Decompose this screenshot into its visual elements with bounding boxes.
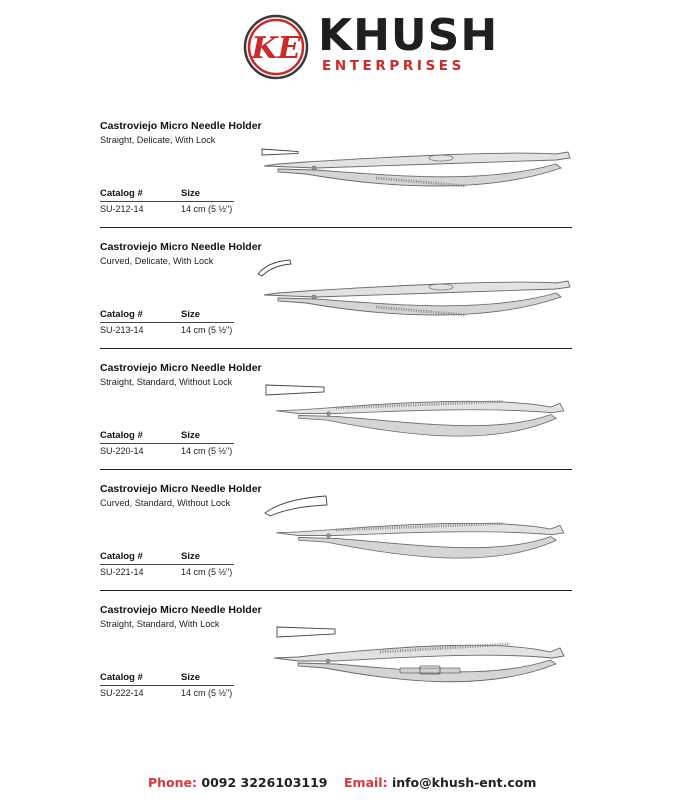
header (0, 0, 689, 95)
contact-footer (0, 775, 689, 793)
spec-underline (100, 322, 234, 323)
size-header: Size (181, 672, 201, 683)
phone-contact (148, 775, 328, 790)
email-contact (344, 775, 536, 790)
phone-number[interactable]: 0092 3226103119 (201, 775, 328, 790)
needle-holder-image (256, 265, 576, 325)
needle-holder-image (270, 630, 570, 690)
product-title: Castroviejo Micro Needle Holder (100, 604, 262, 616)
catalog-header: Catalog # (100, 188, 143, 199)
catalog-header: Catalog # (100, 672, 143, 683)
product-description: Straight, Delicate, With Lock (100, 135, 216, 145)
product-card (100, 241, 572, 362)
product-title: Castroviejo Micro Needle Holder (100, 241, 262, 253)
spec-underline (100, 201, 234, 202)
email-label: Email: (344, 775, 388, 790)
product-title: Castroviejo Micro Needle Holder (100, 362, 262, 374)
product-description: Curved, Delicate, With Lock (100, 256, 214, 266)
size-header: Size (181, 188, 201, 199)
catalog-header: Catalog # (100, 430, 143, 441)
product-description: Straight, Standard, With Lock (100, 619, 220, 629)
catalog-number: SU-212-14 (100, 204, 144, 214)
catalog-number: SU-221-14 (100, 567, 144, 577)
size-value: 14 cm (5 ½") (181, 204, 233, 214)
catalog-header: Catalog # (100, 309, 143, 320)
email-address[interactable]: info@khush-ent.com (391, 775, 537, 790)
section-divider (100, 227, 572, 228)
brand-name: KHUSH (318, 10, 499, 61)
product-description: Straight, Standard, Without Lock (100, 377, 233, 387)
product-card (100, 362, 572, 483)
brand-subtitle: ENTERPRISES (322, 58, 465, 74)
product-title: Castroviejo Micro Needle Holder (100, 483, 262, 495)
needle-holder-image (260, 516, 580, 572)
product-card (100, 120, 572, 241)
product-description: Curved, Standard, Without Lock (100, 498, 231, 508)
spec-underline (100, 443, 234, 444)
phone-label: Phone: (148, 775, 198, 790)
needle-holder-image (260, 394, 580, 450)
size-value: 14 cm (5 ½") (181, 567, 233, 577)
spec-underline (100, 685, 234, 686)
section-divider (100, 469, 572, 470)
size-value: 14 cm (5 ½") (181, 325, 233, 335)
section-divider (100, 348, 572, 349)
catalog-header: Catalog # (100, 551, 143, 562)
product-card (100, 604, 572, 725)
company-logo-icon (243, 14, 309, 80)
logo-letters: KE (251, 31, 301, 66)
catalog-number: SU-213-14 (100, 325, 144, 335)
size-value: 14 cm (5 ½") (181, 688, 233, 698)
product-title: Castroviejo Micro Needle Holder (100, 120, 262, 132)
section-divider (100, 590, 572, 591)
product-card (100, 483, 572, 604)
catalog-number: SU-222-14 (100, 688, 144, 698)
size-value: 14 cm (5 ½") (181, 446, 233, 456)
needle-holder-image (256, 136, 576, 196)
size-header: Size (181, 551, 201, 562)
jaw-tip-curved-standard-icon (262, 494, 330, 518)
size-header: Size (181, 309, 201, 320)
spec-underline (100, 564, 234, 565)
catalog-number: SU-220-14 (100, 446, 144, 456)
size-header: Size (181, 430, 201, 441)
